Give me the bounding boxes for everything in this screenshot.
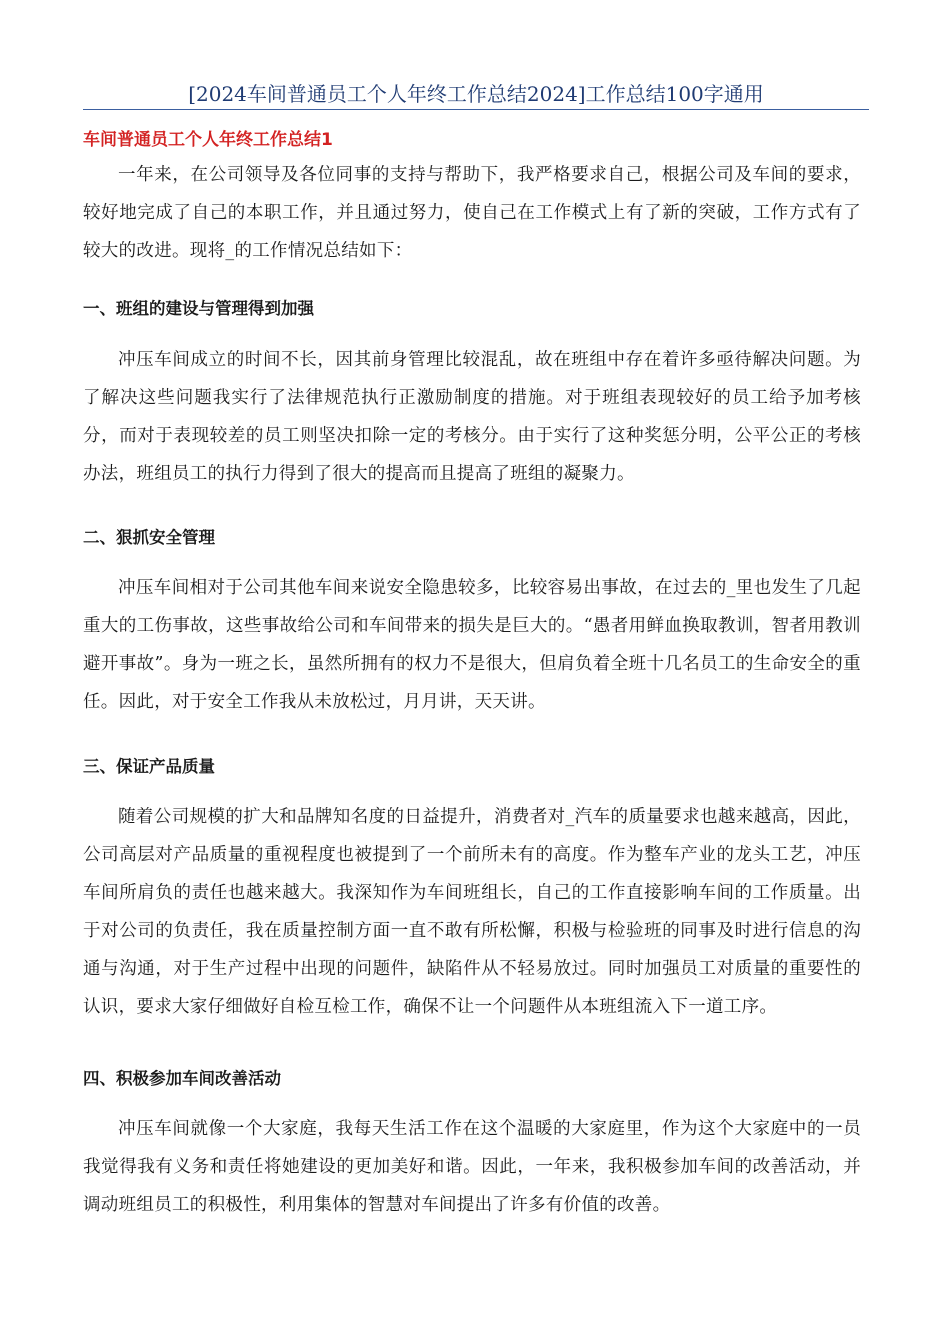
document-title: 车间普通员工个人年终工作总结1 — [83, 130, 333, 150]
section-body-4: 冲压车间就像一个大家庭，我每天生活工作在这个温暖的大家庭里，作为这个大家庭中的一员我觉得我有义务和责任将她建设的更加美好和谐。因此，一年来，我积极参加车间的改善活动，并调动班组员工的积极性，利用集体的智慧对车间提出了许多有价值的改善。 — [83, 1119, 861, 1215]
section-body-2: 冲压车间相对于公司其他车间来说安全隐患较多，比较容易出事故，在过去的_里也发生了几起重大的工伤事故，这些事故给公司和车间带来的损失是巨大的。“愚者用鲜血换取教训，智者用教训避开事故”。身为一班之长，虽然所拥有的权力不是很大，但肩负着全班十几名员工的生命安全的重任。因此，对于安全工作我从未放松过，月月讲，天天讲。 — [83, 578, 861, 712]
intro-paragraph: 一年来，在公司领导及各位同事的支持与帮助下，我严格要求自己，根据公司及车间的要求，较好地完成了自己的本职工作，并且通过努力，使自己在工作模式上有了新的突破，工作方式有了较大的改进。现将_的工作情况总结如下： — [83, 165, 861, 261]
section-body-3: 随着公司规模的扩大和品牌知名度的日益提升，消费者对_汽车的质量要求也越来越高，因此，公司高层对产品质量的重视程度也被提到了一个前所未有的高度。作为整车产业的龙头工艺，冲压车间所肩负的责任也越来越大。我深知作为车间班组长，自己的工作直接影响车间的工作质量。出于对公司的负责任，我在质量控制方面一直不敢有所松懈，积极与检验班的同事及时进行信息的沟通与沟通，对于生产过程中出现的问题件，缺陷件从不轻易放过。同时加强员工对质量的重要性的认识，要求大家仔细做好自检互检工作，确保不让一个问题件从本班组流入下一道工序。 — [83, 807, 861, 1017]
section-heading-1: 一、班组的建设与管理得到加强 — [83, 299, 314, 318]
section-heading-4: 四、积极参加车间改善活动 — [83, 1069, 281, 1088]
header-divider — [83, 109, 869, 110]
running-header: [2024车间普通员工个人年终工作总结2024]工作总结100字通用 — [188, 82, 764, 106]
section-heading-2: 二、狠抓安全管理 — [83, 528, 215, 547]
section-body-1: 冲压车间成立的时间不长，因其前身管理比较混乱，故在班组中存在着许多亟待解决问题。为了解决这些问题我实行了法律规范执行正激励制度的措施。对于班组表现较好的员工给予加考核分，而对于表现较差的员工则坚决扣除一定的考核分。由于实行了这种奖惩分明，公平公正的考核办法，班组员工的执行力得到了很大的提高而且提高了班组的凝聚力。 — [83, 350, 861, 484]
section-heading-3: 三、保证产品质量 — [83, 757, 215, 776]
